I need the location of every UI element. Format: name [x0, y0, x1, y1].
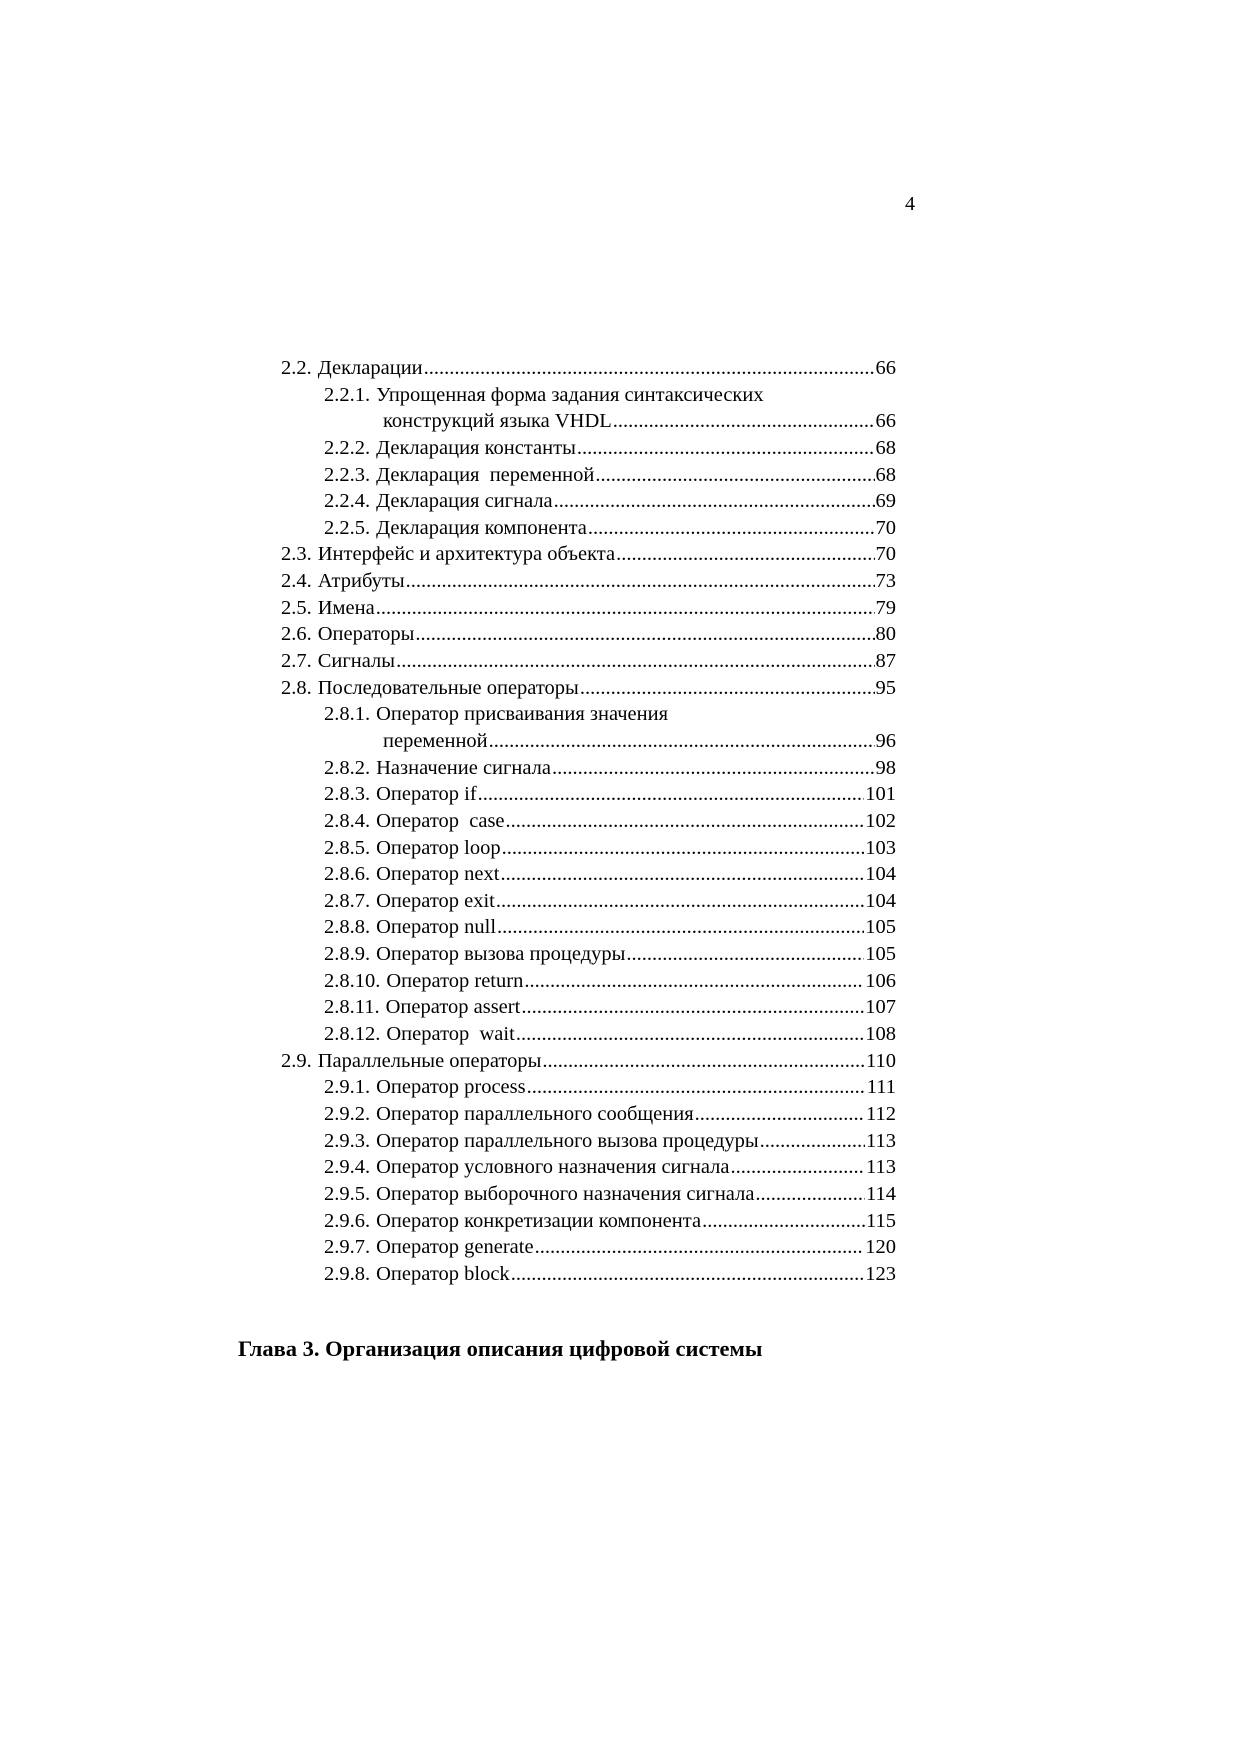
- toc-entry-number: 2.8.11.: [324, 996, 380, 1019]
- toc-entry-number: 2.2.4.: [324, 490, 371, 513]
- toc-entry-page: 105: [865, 916, 896, 939]
- toc-entry-number: 2.8.7.: [324, 889, 371, 912]
- chapter-heading: Глава 3. Организация описания цифровой системы: [238, 1336, 763, 1361]
- toc-entry-title: Оператор выборочного назначения сигнала: [376, 1182, 755, 1205]
- toc-leader-dots: [616, 541, 874, 568]
- toc-entry-title: Оператор block: [376, 1262, 510, 1285]
- toc-entry[interactable]: [281, 382, 896, 409]
- toc-entry-page: 103: [865, 836, 896, 859]
- toc-entry-page: 70: [875, 516, 896, 539]
- toc-entry[interactable]: [281, 781, 896, 808]
- toc-leader-dots: [695, 1101, 865, 1128]
- toc-entry[interactable]: [281, 1128, 896, 1155]
- toc-entry-title: Оператор return: [386, 969, 524, 992]
- toc-leader-dots: [760, 1128, 865, 1155]
- toc-leader-dots: [489, 728, 875, 755]
- toc-entry[interactable]: [281, 541, 896, 568]
- toc-entry-page: 123: [865, 1262, 896, 1285]
- toc-entry[interactable]: [281, 1208, 896, 1235]
- toc-entry-number: 2.9.2.: [324, 1102, 371, 1125]
- toc-entry-title: Оператор if: [376, 783, 477, 806]
- toc-leader-dots: [755, 1181, 865, 1208]
- toc-entry[interactable]: [281, 701, 896, 728]
- toc-leader-dots: [535, 1234, 865, 1261]
- toc-leader-dots: [595, 462, 874, 489]
- toc-entry[interactable]: [281, 675, 896, 702]
- toc-leader-dots: [396, 648, 874, 675]
- toc-entry[interactable]: [281, 568, 896, 595]
- toc-leader-dots: [502, 835, 865, 862]
- page-number: 4: [905, 193, 915, 215]
- toc-entry-number: 2.3.: [281, 543, 312, 566]
- toc-entry-page: 68: [875, 463, 896, 486]
- toc-entry[interactable]: [281, 888, 896, 915]
- toc-leader-dots: [376, 595, 875, 622]
- toc-leader-dots: [521, 994, 864, 1021]
- toc-entry[interactable]: [281, 1074, 896, 1101]
- toc-entry-title: Оператор assert: [385, 996, 521, 1019]
- toc-entry-title: Атрибуты: [317, 570, 405, 593]
- toc-entry-page: 69: [875, 490, 896, 513]
- toc-entry-page: 66: [875, 410, 896, 433]
- toc-entry-number: 2.4.: [281, 570, 312, 593]
- toc-entry-title: Оператор вызова процедуры: [376, 943, 626, 966]
- toc-entry[interactable]: [281, 755, 896, 782]
- toc-leader-dots: [702, 1208, 865, 1235]
- toc-entry[interactable]: [281, 1154, 896, 1181]
- toc-entry-number: 2.8.8.: [324, 916, 371, 939]
- toc-entry-page: 111: [866, 1076, 896, 1099]
- toc-leader-dots: [516, 1021, 864, 1048]
- toc-entry-page: 98: [875, 756, 896, 779]
- toc-entry-number: 2.8.9.: [324, 943, 371, 966]
- toc-entry[interactable]: [281, 595, 896, 622]
- toc-leader-dots: [415, 621, 874, 648]
- toc-entry[interactable]: [281, 488, 896, 515]
- toc-entry-page: 106: [865, 969, 896, 992]
- toc-entry-title: переменной: [383, 729, 488, 752]
- toc-entry-page: 95: [875, 676, 896, 699]
- toc-entry-number: 2.8.10.: [324, 969, 381, 992]
- toc-leader-dots: [580, 675, 875, 702]
- toc-entry-number: 2.8.5.: [324, 836, 371, 859]
- toc-entry-number: 2.9.: [281, 1049, 312, 1072]
- toc-entry-page: 113: [866, 1129, 896, 1152]
- toc-entry-page: 66: [875, 357, 896, 379]
- toc-leader-dots: [554, 488, 875, 515]
- toc-entry-number: 2.8.4.: [324, 809, 371, 832]
- toc-entry-page: 108: [865, 1023, 896, 1046]
- toc-entry-title: Декларация компонента: [376, 516, 587, 539]
- toc-entry-number: 2.9.8.: [324, 1262, 371, 1285]
- toc-entry-number: 2.9.4.: [324, 1156, 371, 1179]
- toc-leader-dots: [552, 755, 874, 782]
- toc-entry-page: 96: [875, 729, 896, 752]
- toc-leader-dots: [496, 888, 864, 915]
- toc-entry-page: 107: [865, 996, 896, 1019]
- toc-entry-title: Оператор generate: [376, 1236, 534, 1259]
- toc-leader-dots: [497, 914, 864, 941]
- toc-entry-number: 2.2.3.: [324, 463, 371, 486]
- toc-leader-dots: [542, 1048, 865, 1075]
- toc-leader-dots: [506, 808, 865, 835]
- toc-entry-number: 2.2.5.: [324, 516, 371, 539]
- toc-entry-page: 102: [865, 809, 896, 832]
- toc-leader-dots: [527, 1074, 866, 1101]
- toc-entry-title: Назначение сигнала: [376, 756, 552, 779]
- toc-entry-page: 87: [875, 650, 896, 673]
- toc-entry-page: 73: [875, 570, 896, 593]
- toc-entry-number: 2.9.3.: [324, 1129, 371, 1152]
- toc-entry-number: 2.8.3.: [324, 783, 371, 806]
- toc-entry-number: 2.9.1.: [324, 1076, 371, 1099]
- toc-entry-title: Параллельные операторы: [317, 1049, 542, 1072]
- toc-entry-title: Декларации: [317, 357, 423, 379]
- toc-leader-dots: [524, 968, 864, 995]
- toc-entry-page: 110: [866, 1049, 896, 1072]
- toc-entry-title: Оператор присваивания значения: [376, 703, 669, 726]
- toc-entry-title: конструкций языка VHDL: [383, 410, 612, 433]
- table-of-contents: [281, 355, 896, 1287]
- toc-entry-number: 2.8.12.: [324, 1023, 381, 1046]
- toc-entry-page: 70: [875, 543, 896, 566]
- toc-entry[interactable]: [281, 1261, 896, 1288]
- toc-entry[interactable]: [281, 435, 896, 462]
- toc-entry[interactable]: [281, 1234, 896, 1261]
- toc-entry[interactable]: [281, 941, 896, 968]
- toc-entry-number: 2.6.: [281, 623, 312, 646]
- toc-entry[interactable]: [281, 648, 896, 675]
- toc-entry-title: Сигналы: [317, 650, 396, 673]
- toc-entry-title: Оператор exit: [376, 889, 495, 912]
- toc-entry[interactable]: [281, 621, 896, 648]
- toc-entry[interactable]: [281, 808, 896, 835]
- toc-leader-dots: [424, 355, 875, 382]
- toc-entry-page: 115: [866, 1209, 896, 1232]
- toc-leader-dots: [588, 515, 875, 542]
- toc-entry-title: Декларация переменной: [376, 463, 595, 486]
- toc-leader-dots: [406, 568, 875, 595]
- toc-entry-page: 114: [866, 1182, 896, 1205]
- toc-entry[interactable]: [281, 408, 896, 435]
- toc-entry[interactable]: [281, 1021, 896, 1048]
- toc-entry[interactable]: [281, 968, 896, 995]
- toc-entry-number: 2.7.: [281, 650, 312, 673]
- toc-entry-title: Операторы: [317, 623, 415, 646]
- toc-leader-dots: [613, 408, 875, 435]
- toc-entry-number: 2.2.2.: [324, 436, 371, 459]
- toc-leader-dots: [500, 861, 864, 888]
- toc-entry-title: Интерфейс и архитектура объекта: [317, 543, 616, 566]
- toc-entry-number: 2.8.: [281, 676, 312, 699]
- toc-entry-title: Оператор process: [376, 1076, 526, 1099]
- toc-entry[interactable]: [281, 728, 896, 755]
- toc-entry-page: 68: [875, 436, 896, 459]
- toc-leader-dots: [626, 941, 864, 968]
- toc-entry[interactable]: [281, 462, 896, 489]
- toc-leader-dots: [511, 1261, 865, 1288]
- toc-entry-title: Имена: [317, 596, 375, 619]
- toc-entry-title: Последовательные операторы: [317, 676, 579, 699]
- toc-entry[interactable]: [281, 914, 896, 941]
- toc-entry-title: Оператор условного назначения сигнала: [376, 1156, 730, 1179]
- toc-entry-number: 2.9.7.: [324, 1236, 371, 1259]
- toc-entry-number: 2.8.6.: [324, 863, 371, 886]
- toc-entry[interactable]: [281, 994, 896, 1021]
- toc-entry-page: 79: [875, 596, 896, 619]
- toc-leader-dots: [731, 1154, 865, 1181]
- toc-leader-dots: [577, 435, 875, 462]
- toc-entry-title: Оператор case: [376, 809, 505, 832]
- toc-entry-number: 2.2.: [281, 357, 312, 379]
- toc-entry-number: 2.9.5.: [324, 1182, 371, 1205]
- toc-entry-number: 2.8.2.: [324, 756, 371, 779]
- toc-entry-title: Декларация сигнала: [376, 490, 553, 513]
- toc-entry[interactable]: [281, 1181, 896, 1208]
- toc-entry-page: 113: [866, 1156, 896, 1179]
- toc-entry[interactable]: [281, 1048, 896, 1075]
- toc-entry-page: 112: [866, 1102, 896, 1125]
- toc-entry-number: 2.2.1.: [324, 383, 371, 406]
- toc-entry[interactable]: [281, 355, 896, 382]
- toc-entry-page: 101: [865, 783, 896, 806]
- toc-entry-title: Оператор параллельного сообщения: [376, 1102, 694, 1125]
- toc-entry-title: Оператор null: [376, 916, 497, 939]
- toc-entry-title: Упрощенная форма задания синтаксических: [376, 383, 764, 406]
- toc-entry[interactable]: [281, 835, 896, 862]
- toc-entry-title: Оператор параллельного вызова процедуры: [376, 1129, 759, 1152]
- toc-entry-title: Оператор loop: [376, 836, 501, 859]
- toc-leader-dots: [478, 781, 865, 808]
- toc-entry-number: 2.9.6.: [324, 1209, 371, 1232]
- toc-entry-page: 105: [865, 943, 896, 966]
- toc-entry[interactable]: [281, 1101, 896, 1128]
- toc-entry-page: 80: [875, 623, 896, 646]
- toc-entry-page: 104: [865, 863, 896, 886]
- toc-entry-title: Оператор next: [376, 863, 500, 886]
- toc-entry-page: 104: [865, 889, 896, 912]
- toc-entry-title: Оператор wait: [386, 1023, 515, 1046]
- toc-entry[interactable]: [281, 861, 896, 888]
- toc-entry-title: Оператор конкретизации компонента: [376, 1209, 702, 1232]
- toc-entry[interactable]: [281, 515, 896, 542]
- toc-entry-page: 120: [865, 1236, 896, 1259]
- toc-entry-number: 2.8.1.: [324, 703, 371, 726]
- toc-entry-title: Декларация константы: [376, 436, 576, 459]
- toc-entry-number: 2.5.: [281, 596, 312, 619]
